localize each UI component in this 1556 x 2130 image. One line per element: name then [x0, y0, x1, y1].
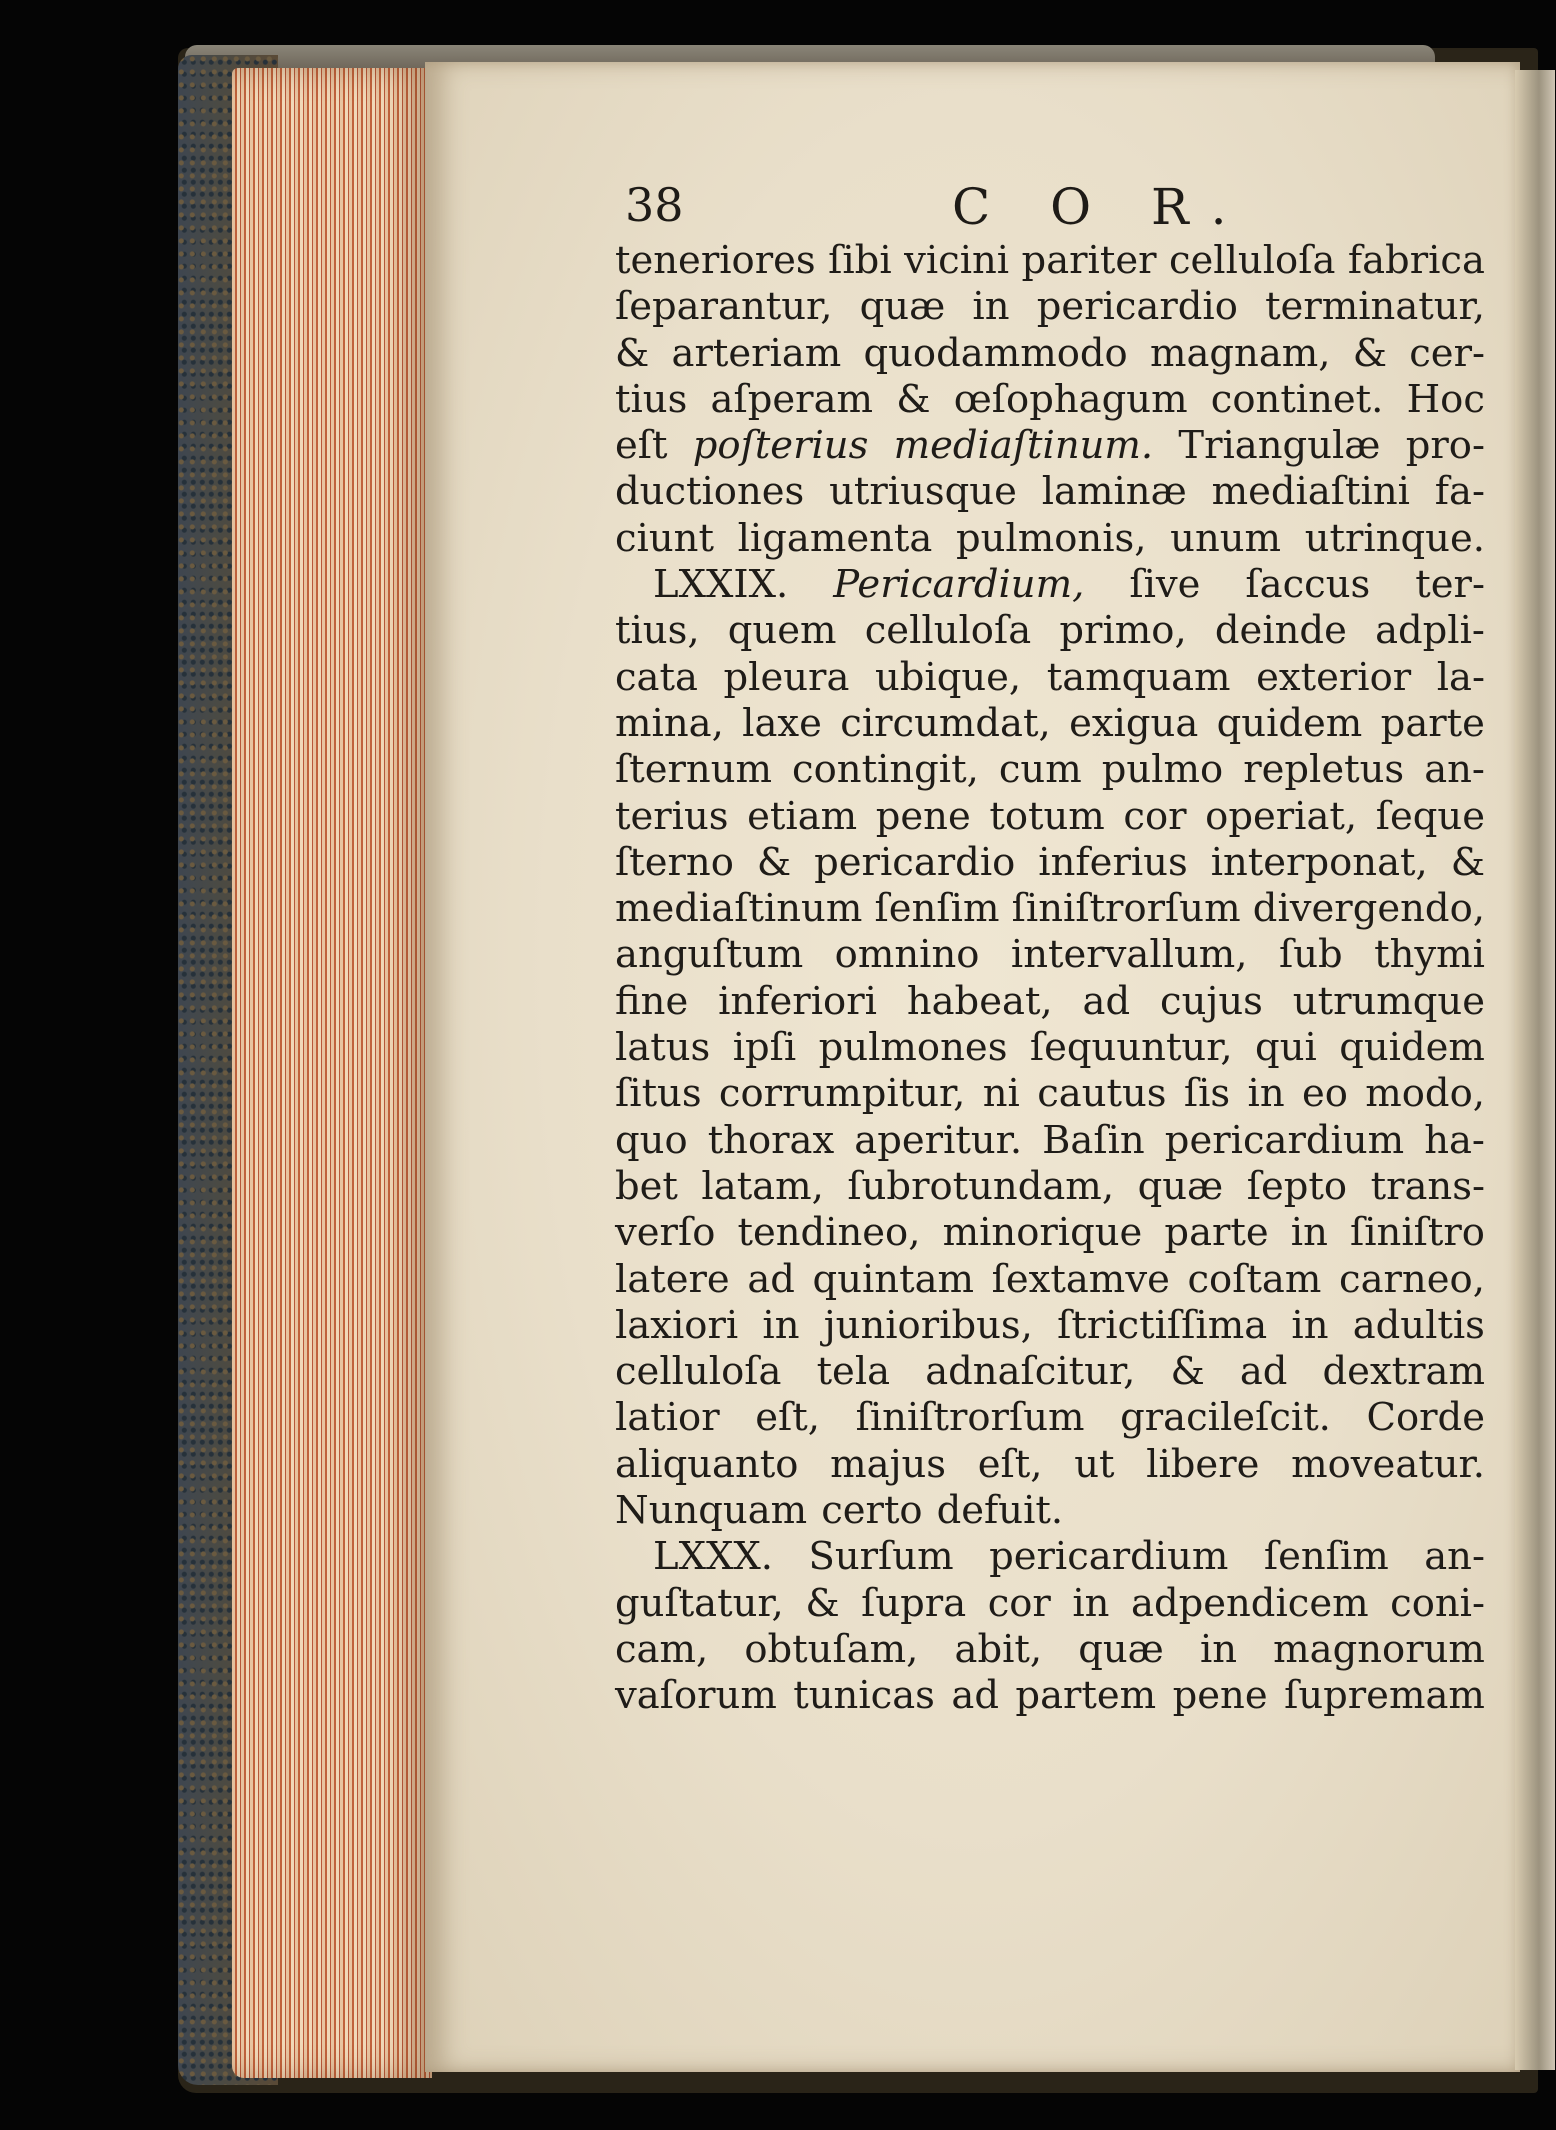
running-head: C O R. [952, 178, 1249, 236]
text-line: bet latam, ſubrotundam, quæ ſepto trans- [615, 1163, 1485, 1209]
text-line: verſo tendineo, minorique parte in ſiniſtro [615, 1210, 1485, 1256]
text-line: ſeparantur, quæ in pericardio terminatur, [615, 284, 1485, 330]
text-line: latere ad quintam ſextamve coſtam carneo, [615, 1256, 1485, 1302]
text-line: celluloſa tela adnaſcitur, & ad dextram [615, 1349, 1485, 1395]
page-number: 38 [625, 178, 684, 232]
text-line: Nunquam certo defuit. [615, 1488, 1064, 1534]
text-line: ſterno & pericardio inferius interponat, & [615, 839, 1485, 885]
text-line: ſternum contingit, cum pulmo repletus an- [615, 747, 1485, 793]
text-line: anguſtum omnino intervallum, ſub thymi [615, 932, 1485, 978]
text-line: vaſorum tunicas ad partem pene ſupremam [615, 1673, 1485, 1719]
next-page-edge [1515, 70, 1555, 2070]
text-line: terius etiam pene totum cor operiat, ſeque [615, 793, 1485, 839]
text-line: cata pleura ubique, tamquam exterior la- [615, 654, 1485, 700]
text-line: guſtatur, & ſupra cor in adpendicem coni- [615, 1580, 1485, 1626]
text-line: cam, obtuſam, abit, quæ in magnorum [615, 1626, 1485, 1672]
text-line: tius aſperam & œſophagum continet. Hoc [615, 376, 1485, 422]
text-line: ductiones utriusque laminæ mediaſtini fa- [615, 469, 1485, 515]
text-line: mina, laxe circumdat, exigua quidem parte [615, 700, 1485, 746]
text-line: aliquanto majus eſt, ut libere moveatur. [615, 1441, 1485, 1487]
page-edges-red [232, 68, 432, 2078]
text-line: ſitus corrumpitur, ni cautus ſis in eo modo, [615, 1071, 1485, 1117]
text-line: teneriores ſibi vicini pariter celluloſa fabrica [615, 238, 1485, 283]
text-line: LXXIX. Pericardium, ſive ſaccus ter- [653, 562, 1485, 608]
text-line: latus ipſi pulmones ſequuntur, qui quidem [615, 1025, 1485, 1071]
text-line: fine inferiori habeat, ad cujus utrumque [615, 978, 1485, 1024]
text-line: LXXX. Surſum pericardium ſenſim an- [653, 1534, 1485, 1580]
text-line: laxiori in junioribus, ſtrictiſſima in adultis [615, 1302, 1485, 1348]
text-line: quo thorax aperitur. Baſin pericardium ha- [615, 1117, 1485, 1163]
text-line: & arteriam quodammodo magnam, & cer- [615, 330, 1485, 376]
text-line: eſt poſterius mediaſtinum. Triangulæ pro- [615, 423, 1485, 469]
text-line: latior eſt, ſiniſtrorſum gracileſcit. Corde [615, 1395, 1485, 1441]
page-header [625, 178, 1525, 240]
text-line: tius, quem celluloſa primo, deinde adpli- [615, 608, 1485, 654]
text-line: ciunt ligamenta pulmonis, unum utrinque. [615, 515, 1485, 561]
body-text [615, 238, 1485, 1720]
text-line: mediaſtinum ſenſim ſiniſtrorſum divergendo, [615, 886, 1485, 932]
